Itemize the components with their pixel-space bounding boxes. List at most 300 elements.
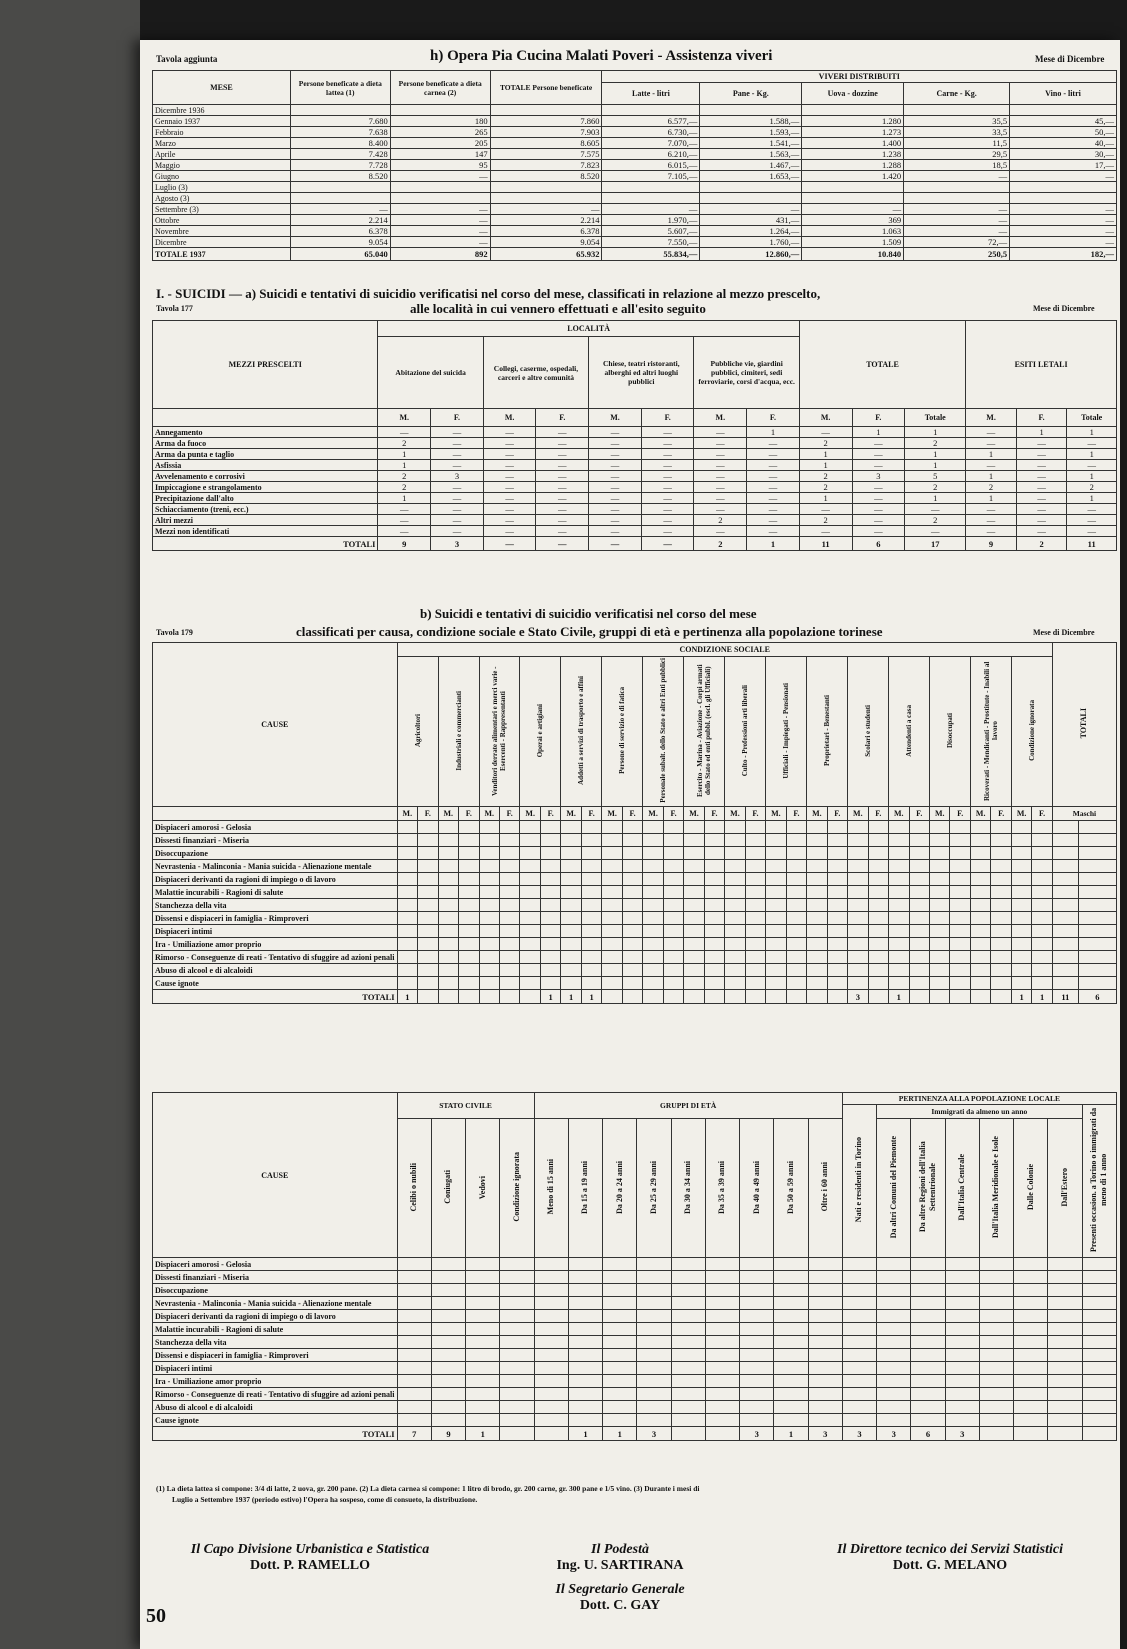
totali-value: 6	[911, 1427, 945, 1441]
cell-value	[745, 834, 765, 847]
cell-value	[807, 821, 827, 834]
col-nati-torino	[842, 1105, 876, 1258]
cell-value	[877, 1258, 911, 1271]
cell-value	[911, 1388, 945, 1401]
cell-value	[1048, 1362, 1082, 1375]
cell-value	[1052, 834, 1078, 847]
cell-value	[877, 1375, 911, 1388]
cell-value	[950, 912, 970, 925]
cell-value	[1078, 964, 1116, 977]
cell-viveri: 1.400	[802, 138, 904, 149]
cell-value	[1011, 925, 1031, 938]
totale-viveri: 182,—	[1010, 248, 1117, 261]
cell-value	[929, 925, 949, 938]
cell-value	[827, 938, 847, 951]
cell-value	[868, 873, 888, 886]
cell-value	[705, 1271, 739, 1284]
cell-value	[1032, 964, 1052, 977]
cell-value: —	[641, 427, 694, 438]
cell-value: 2	[905, 438, 966, 449]
cell-value	[808, 1336, 842, 1349]
table-row	[153, 1310, 1117, 1323]
cell-value	[786, 951, 806, 964]
cell-value	[671, 1401, 705, 1414]
col-localita-3: Pubbliche vie, giardini pubblici, cimiteri, sedi ferroviarie, corsi d'acqua, ecc.	[694, 337, 799, 409]
cell-value	[520, 899, 540, 912]
col-m: M.	[483, 409, 536, 427]
cell-value	[877, 1323, 911, 1336]
cell-value: 1	[1067, 427, 1117, 438]
cell-value	[431, 1375, 465, 1388]
cell-value: —	[694, 526, 747, 537]
cell-value	[1011, 912, 1031, 925]
cell-value	[945, 1375, 979, 1388]
cell-value	[991, 886, 1011, 899]
cell-value	[534, 1375, 568, 1388]
cell-value: 1	[747, 427, 800, 438]
cell-value	[848, 860, 868, 873]
cell-value	[705, 1375, 739, 1388]
cell-value	[499, 847, 519, 860]
row-causa: Cause ignote	[153, 977, 398, 990]
cell-value	[945, 1349, 979, 1362]
totali-value	[807, 990, 827, 1004]
cell-value	[745, 821, 765, 834]
cell-value	[1082, 1258, 1116, 1271]
cell-value	[499, 821, 519, 834]
cell-value: —	[483, 482, 536, 493]
cell-viveri	[802, 193, 904, 204]
cell-value	[622, 977, 642, 990]
cell-latte: 8.520	[290, 171, 390, 182]
cell-value	[950, 873, 970, 886]
cell-value	[766, 964, 786, 977]
cell-value	[1048, 1323, 1082, 1336]
cell-value	[786, 860, 806, 873]
cell-value	[602, 860, 622, 873]
cell-value	[603, 1271, 637, 1284]
cell-viveri: —	[904, 215, 1010, 226]
cell-value	[431, 1310, 465, 1323]
totali-value: —	[641, 537, 694, 551]
cell-value	[466, 1310, 500, 1323]
cell-value	[1048, 1284, 1082, 1297]
col-eta-0	[534, 1119, 568, 1258]
cell-value	[970, 860, 990, 873]
cell-value	[568, 1271, 602, 1284]
cell-value	[808, 1271, 842, 1284]
cell-value	[774, 1362, 808, 1375]
cell-value	[725, 938, 745, 951]
cell-value	[970, 925, 990, 938]
cell-value	[704, 951, 724, 964]
cell-viveri	[802, 105, 904, 116]
cell-value	[479, 834, 499, 847]
cell-value	[745, 925, 765, 938]
cell-value	[827, 834, 847, 847]
col-presenti-label: Presenti occasion. a Torino o immigrati da meno di 1 anno	[1089, 1107, 1109, 1253]
col-m: M.	[848, 807, 868, 821]
cell-value	[704, 834, 724, 847]
cell-value	[397, 964, 417, 977]
cell-value	[540, 951, 560, 964]
cell-value	[909, 977, 929, 990]
cell-value	[950, 977, 970, 990]
cell-value	[979, 1401, 1013, 1414]
cell-value	[889, 873, 909, 886]
totali-value: 1	[889, 990, 909, 1004]
cell-value	[663, 977, 683, 990]
binding-margin	[0, 0, 140, 1649]
cell-value	[1048, 1401, 1082, 1414]
col-pert-label: Dall'Estero	[1059, 1167, 1069, 1207]
cell-value	[991, 925, 1011, 938]
totali-label: TOTALI	[153, 537, 378, 551]
col-condizione-6	[643, 657, 684, 807]
col-condizione-label: Venditori derrate alimentari e merci varie - Esercenti - Rappresentanti	[491, 665, 508, 796]
cell-value	[807, 899, 827, 912]
cell-value: —	[589, 504, 642, 515]
mese-label: Mese di Dicembre	[1035, 54, 1105, 64]
cell-value	[877, 1336, 911, 1349]
cell-value: —	[536, 460, 589, 471]
cell-value: —	[747, 526, 800, 537]
totale-label: TOTALE 1937	[153, 248, 291, 261]
col-totale: Totale	[1067, 409, 1117, 427]
cell-value	[808, 1401, 842, 1414]
cell-value	[671, 1323, 705, 1336]
suicidi-stato-eta-table	[152, 1092, 1117, 1441]
table-row	[153, 860, 1117, 873]
cell-value	[479, 977, 499, 990]
cell-value	[663, 821, 683, 834]
cell-value	[561, 925, 581, 938]
cell-value	[459, 964, 479, 977]
table-row	[153, 193, 1117, 204]
signature-center-role: Il Podestà	[591, 1542, 649, 1557]
cell-value	[479, 860, 499, 873]
cell-value	[603, 1414, 637, 1427]
cell-value	[807, 925, 827, 938]
cell-value	[1052, 899, 1078, 912]
cell-value	[643, 925, 663, 938]
col-condizione-8	[725, 657, 766, 807]
cell-value	[970, 847, 990, 860]
cell-value	[459, 834, 479, 847]
cell-value	[848, 847, 868, 860]
cell-latte	[290, 193, 390, 204]
cell-value: —	[431, 526, 484, 537]
cell-value	[561, 951, 581, 964]
totale-viveri: 55.834,—	[602, 248, 700, 261]
cell-totale: 7.903	[490, 127, 602, 138]
col-pert-label: Dalle Colonie	[1025, 1164, 1035, 1211]
cell-value	[643, 938, 663, 951]
cell-value	[561, 873, 581, 886]
cell-viveri: 50,—	[1010, 127, 1117, 138]
cell-value	[581, 951, 601, 964]
totali-value: 6	[852, 537, 905, 551]
col-m: M.	[479, 807, 499, 821]
col-f: F.	[459, 807, 479, 821]
cell-value: —	[966, 460, 1017, 471]
col-eta-label: Oltre i 60 anni	[820, 1162, 830, 1212]
cell-value	[842, 1388, 876, 1401]
cell-value	[459, 821, 479, 834]
col-condizione-label: Disoccupati	[945, 713, 954, 748]
cell-value	[704, 925, 724, 938]
cell-value	[848, 873, 868, 886]
cell-value: —	[852, 526, 905, 537]
cell-value	[1082, 1401, 1116, 1414]
cell-value	[603, 1362, 637, 1375]
totali-value	[1082, 1427, 1116, 1441]
cell-value	[397, 847, 417, 860]
cell-value	[438, 912, 458, 925]
cell-viveri: —	[904, 204, 1010, 215]
cell-value	[945, 1362, 979, 1375]
cell-viveri: —	[1010, 215, 1117, 226]
cell-value	[740, 1388, 774, 1401]
cell-value	[889, 977, 909, 990]
cell-value	[842, 1258, 876, 1271]
cell-viveri: 18,5	[904, 160, 1010, 171]
cell-value	[945, 1258, 979, 1271]
col-stato-2	[466, 1119, 500, 1258]
cell-value	[1082, 1284, 1116, 1297]
cell-value: —	[431, 504, 484, 515]
cell-value	[766, 873, 786, 886]
totali-value: 17	[905, 537, 966, 551]
col-f: F.	[581, 807, 601, 821]
cell-value	[991, 938, 1011, 951]
cell-value	[842, 1271, 876, 1284]
cell-value	[397, 1323, 431, 1336]
cell-value	[520, 834, 540, 847]
cell-value	[643, 860, 663, 873]
cell-value: —	[589, 471, 642, 482]
col-totale-persone: TOTALE Persone beneficate	[490, 71, 602, 105]
table-row	[153, 1414, 1117, 1427]
cell-value	[950, 899, 970, 912]
cell-viveri: 1.467,—	[700, 160, 802, 171]
cell-viveri: 7.550,—	[602, 237, 700, 248]
cell-value	[671, 1349, 705, 1362]
col-eta-label: Da 15 a 19 anni	[580, 1160, 590, 1214]
cell-value	[499, 938, 519, 951]
cell-value: —	[966, 427, 1017, 438]
cell-viveri: 1.588,—	[700, 116, 802, 127]
col-m: M.	[694, 409, 747, 427]
cell-value	[827, 951, 847, 964]
cell-value	[786, 899, 806, 912]
table-row	[153, 116, 1117, 127]
col-nati-label: Nati e residenti in Torino	[854, 1137, 864, 1223]
cell-value: —	[1067, 504, 1117, 515]
cell-value	[991, 899, 1011, 912]
cell-totale: 6.378	[490, 226, 602, 237]
row-mezzo: Altri mezzi	[153, 515, 378, 526]
cell-totale: 8.520	[490, 171, 602, 182]
cell-latte: 6.378	[290, 226, 390, 237]
cell-value	[979, 1349, 1013, 1362]
cell-value	[848, 899, 868, 912]
cell-value	[705, 1310, 739, 1323]
totali-value: 1	[561, 990, 581, 1004]
cell-value: 2	[799, 515, 852, 526]
table-row	[153, 226, 1117, 237]
cell-value	[622, 938, 642, 951]
cell-value	[466, 1349, 500, 1362]
col-condizione-label: Attendenti a casa	[905, 704, 913, 757]
cell-value	[1014, 1349, 1048, 1362]
cell-value: —	[536, 526, 589, 537]
cell-value	[807, 847, 827, 860]
col-eta-1	[568, 1119, 602, 1258]
cell-value	[466, 1362, 500, 1375]
cell-value	[808, 1362, 842, 1375]
cell-value	[991, 951, 1011, 964]
row-causa: Dissensi e dispiaceri in famiglia - Rimproveri	[153, 1349, 398, 1362]
cell-value	[774, 1401, 808, 1414]
cell-value: —	[483, 460, 536, 471]
totali-value: 3	[945, 1427, 979, 1441]
signature-center-role-2: Il Segretario Generale	[555, 1582, 685, 1597]
cell-value	[603, 1401, 637, 1414]
signature-right	[780, 1542, 1120, 1574]
table-row	[153, 460, 1117, 471]
table-row	[153, 899, 1117, 912]
cell-value	[581, 886, 601, 899]
col-condizione-12	[889, 657, 930, 807]
cell-viveri: 11,5	[904, 138, 1010, 149]
cell-value	[397, 821, 417, 834]
cell-value	[808, 1284, 842, 1297]
cell-value	[479, 925, 499, 938]
cell-value	[909, 964, 929, 977]
cell-viveri	[904, 182, 1010, 193]
totale-latte: 65.040	[290, 248, 390, 261]
col-eta-3	[637, 1119, 671, 1258]
cell-value: 1	[905, 427, 966, 438]
cell-value	[877, 1284, 911, 1297]
cell-value	[603, 1323, 637, 1336]
cell-value: —	[1067, 438, 1117, 449]
cell-value: —	[483, 504, 536, 515]
cell-latte: 7.728	[290, 160, 390, 171]
cell-value	[786, 977, 806, 990]
cell-value	[929, 964, 949, 977]
cell-value	[602, 821, 622, 834]
cell-value	[397, 1349, 431, 1362]
col-f: F.	[745, 807, 765, 821]
cell-value: —	[589, 438, 642, 449]
cell-value	[970, 938, 990, 951]
row-mezzo: Annegamento	[153, 427, 378, 438]
cell-value	[397, 1258, 431, 1271]
col-condizione-label: Proprietari - Benestanti	[823, 694, 832, 767]
cell-value	[602, 938, 622, 951]
cell-value	[1032, 847, 1052, 860]
cell-value	[540, 912, 560, 925]
row-mezzo: Asfissia	[153, 460, 378, 471]
cell-value	[979, 1258, 1013, 1271]
cell-value	[950, 925, 970, 938]
cell-value	[602, 925, 622, 938]
cell-value	[1032, 834, 1052, 847]
cell-value: —	[589, 526, 642, 537]
cell-value	[705, 1297, 739, 1310]
cell-value	[945, 1414, 979, 1427]
page-number: 50	[146, 1605, 166, 1627]
totali-label: TOTALI	[153, 1427, 398, 1441]
viveri-header: VIVERI DISTRIBUITI	[602, 71, 1117, 83]
cell-value	[1052, 977, 1078, 990]
cell-value: —	[1067, 515, 1117, 526]
cell-viveri	[700, 193, 802, 204]
cell-value	[534, 1349, 568, 1362]
cell-value	[807, 834, 827, 847]
cell-carnea: —	[390, 215, 490, 226]
totali-value: 1	[581, 990, 601, 1004]
cell-value	[725, 951, 745, 964]
cell-value	[827, 899, 847, 912]
cell-value	[889, 912, 909, 925]
col-stato-label: Celibi o nubili	[409, 1162, 419, 1212]
cell-value	[704, 964, 724, 977]
cell-value	[671, 1388, 705, 1401]
table-row	[153, 977, 1117, 990]
totali-value	[622, 990, 642, 1004]
cell-value: —	[1016, 493, 1067, 504]
row-mezzo: Impiccagione e strangolamento	[153, 482, 378, 493]
cell-value	[540, 977, 560, 990]
cell-value: —	[431, 438, 484, 449]
table-row	[153, 493, 1117, 504]
cell-value	[979, 1362, 1013, 1375]
cell-value	[561, 938, 581, 951]
cell-value	[459, 977, 479, 990]
cell-value: —	[852, 515, 905, 526]
cell-value	[643, 964, 663, 977]
cell-value	[479, 886, 499, 899]
signature-right-role: Il Direttore tecnico dei Servizi Statistici	[837, 1542, 1063, 1557]
cell-value	[684, 899, 704, 912]
col-esiti-letali: ESITI LETALI	[966, 321, 1117, 409]
cell-value	[397, 1284, 431, 1297]
totale-row	[153, 248, 1117, 261]
cell-value	[581, 964, 601, 977]
localita-header: LOCALITÀ	[378, 321, 799, 337]
col-eta-5	[705, 1119, 739, 1258]
col-condizione-label: Industriali e commercianti	[454, 690, 463, 771]
cell-value	[745, 886, 765, 899]
cell-value	[842, 1336, 876, 1349]
table-row	[153, 471, 1117, 482]
cell-value: —	[431, 515, 484, 526]
cell-totale	[490, 182, 602, 193]
table-row	[153, 1271, 1117, 1284]
totali-value	[909, 990, 929, 1004]
suicidi-a-title-1: I. - SUICIDI — a) Suicidi e tentativi di suicidio verificatisi nel corso del mese, classificati in relazione al mezzo prescelto,	[156, 286, 821, 301]
cell-totale	[490, 193, 602, 204]
col-viveri-3: Carne - Kg.	[904, 83, 1010, 105]
cell-value	[602, 951, 622, 964]
cell-value: —	[966, 515, 1017, 526]
cell-value	[725, 964, 745, 977]
cell-value	[581, 899, 601, 912]
immigrati-header: Immigrati da almeno un anno	[877, 1105, 1083, 1119]
